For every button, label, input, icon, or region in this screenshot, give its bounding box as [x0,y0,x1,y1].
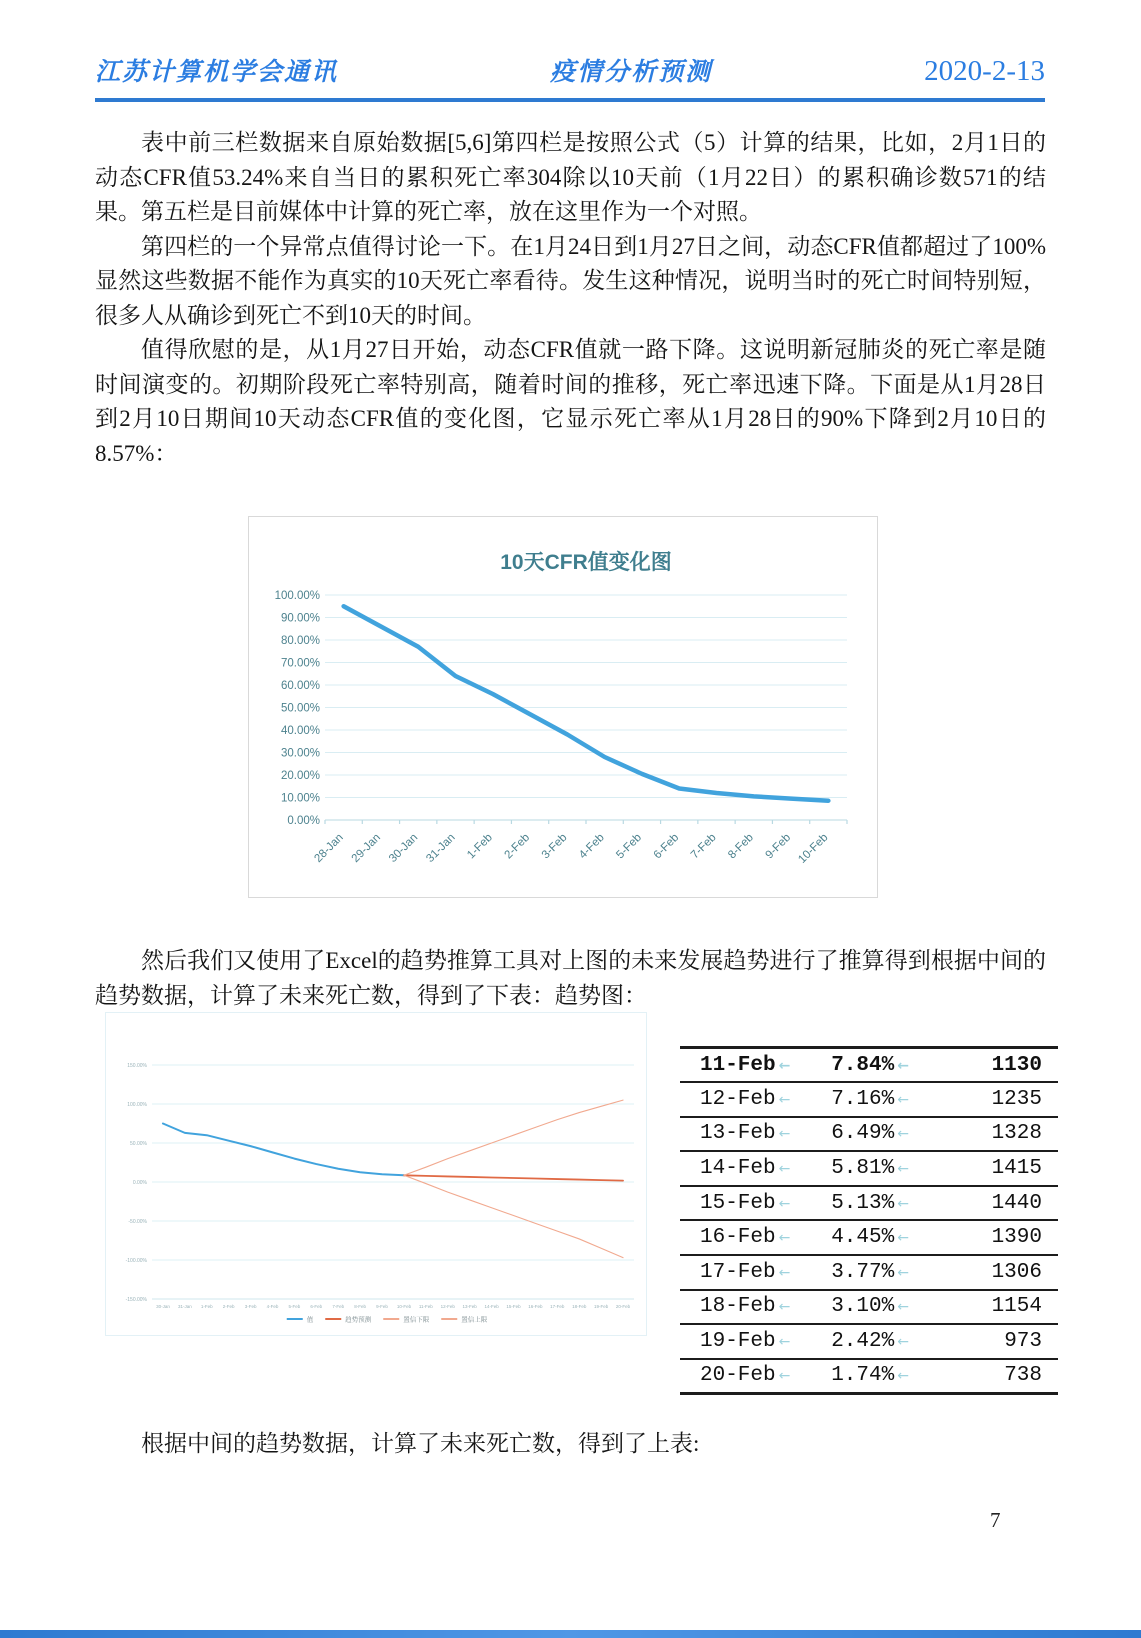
svg-text:100.00%: 100.00% [127,1101,147,1108]
table-cell: 19-Feb ← [700,1330,791,1354]
paragraph-4: 然后我们又使用了Excel的趋势推算工具对上图的未来发展趋势进行了推算得到根据中间的趋势数据，计算了未来死亡数，得到了下表：趋势图： [95,948,1046,1008]
table-row [680,1151,1058,1186]
svg-text:28-Jan: 28-Jan [312,831,346,865]
table-row [680,1290,1058,1325]
footer-bar [0,1630,1141,1638]
table-row [680,1186,1058,1221]
svg-text:150.00%: 150.00% [127,1062,147,1069]
svg-text:10-Feb: 10-Feb [796,831,831,866]
table-cell: 13-Feb ← [700,1122,791,1146]
table-cell: 16-Feb ← [700,1226,791,1250]
return-mark-icon: ← [778,1230,791,1247]
table-row [680,1359,1058,1394]
table-cell: 7.16% ← [831,1087,909,1111]
svg-text:-50.00%: -50.00% [128,1218,147,1225]
svg-text:15-Feb: 15-Feb [506,1304,521,1309]
return-mark-icon: ← [778,1161,791,1178]
table-cell: 3.77% ← [831,1260,909,1284]
return-mark-icon: ← [778,1195,791,1212]
table-cell: 1390 [991,1226,1042,1250]
return-mark-icon: ← [897,1264,909,1281]
table-row [680,1324,1058,1359]
svg-text:4-Feb: 4-Feb [266,1304,279,1309]
table-cell: 7.84% ← [831,1053,909,1077]
table-cell: 6.49% ← [831,1122,909,1146]
table-cell: 20-Feb ← [700,1364,791,1388]
svg-text:17-Feb: 17-Feb [550,1304,565,1309]
svg-text:20-Feb: 20-Feb [615,1304,631,1309]
trend-forecast-chart [105,1012,647,1336]
page-header [95,52,1045,102]
table-cell: 12-Feb ← [700,1087,791,1111]
svg-text:值: 值 [306,1316,314,1324]
svg-text:31-Jan: 31-Jan [177,1304,192,1309]
table-row [680,1117,1058,1152]
svg-text:90.00%: 90.00% [280,612,320,625]
table-cell: 1130 [991,1053,1042,1077]
table-row [680,1255,1058,1290]
table-cell: 11-Feb ← [700,1053,791,1077]
svg-text:9-Feb: 9-Feb [763,831,794,862]
svg-text:2-Feb: 2-Feb [222,1304,235,1309]
forecast-table [680,1046,1058,1395]
table-cell: 3.10% ← [831,1295,909,1319]
table-cell: 15-Feb ← [700,1191,791,1215]
return-mark-icon: ← [897,1334,909,1351]
svg-text:50.00%: 50.00% [280,702,320,715]
svg-text:18-Feb: 18-Feb [572,1304,587,1309]
svg-text:5-Feb: 5-Feb [288,1304,301,1309]
paragraph-5: 根据中间的趋势数据，计算了未来死亡数，得到了上表: [141,1431,700,1456]
svg-text:6-Feb: 6-Feb [310,1304,323,1309]
header-center-title: 疫情分析预测 [550,59,713,86]
svg-text:100.00%: 100.00% [274,590,320,603]
svg-text:14-Feb: 14-Feb [484,1304,499,1309]
svg-text:7-Feb: 7-Feb [332,1304,345,1309]
svg-text:30-Jan: 30-Jan [156,1304,170,1309]
svg-text:80.00%: 80.00% [280,635,320,648]
return-mark-icon: ← [897,1368,909,1385]
table-cell: 1440 [991,1191,1042,1215]
svg-text:10.00%: 10.00% [280,792,320,805]
table-row [680,1082,1058,1117]
svg-text:60.00%: 60.00% [280,680,320,693]
svg-text:70.00%: 70.00% [280,657,320,670]
paragraph-1: 表中前三栏数据来自原始数据[5,6]第四栏是按照公式（5）计算的结果，比如，2月1日的动态CFR值53.24%来自当日的累积死亡率304除以10天前（1月22日）的累积确诊数571的结果。第五栏是目前媒体中计算的死亡率，放在这里作为一个对照。 [95,130,1046,224]
svg-text:3-Feb: 3-Feb [244,1304,257,1309]
paragraph-2: 第四栏的一个异常点值得讨论一下。在1月24日到1月27日之间，动态CFR值都超过了100%显然这些数据不能作为真实的10天死亡率看待。发生这种情况，说明当时的死亡时间特别短，很多人从确诊到死亡不到10天的时间。 [95,233,1046,328]
svg-text:1-Feb: 1-Feb [200,1304,213,1309]
return-mark-icon: ← [897,1126,909,1143]
cfr-chart-svg [249,517,875,895]
svg-text:13-Feb: 13-Feb [462,1304,477,1309]
table-row [680,1220,1058,1255]
table-cell: 1306 [991,1260,1042,1284]
svg-text:3-Feb: 3-Feb [539,831,570,862]
svg-text:10-Feb: 10-Feb [396,1304,412,1309]
return-mark-icon: ← [897,1161,909,1178]
return-mark-icon: ← [778,1091,791,1108]
svg-text:4-Feb: 4-Feb [577,831,607,862]
table-cell: 1.74% ← [831,1364,909,1388]
table-cell: 5.81% ← [831,1157,909,1181]
svg-text:置信下限: 置信下限 [403,1316,430,1324]
table-row [680,1048,1058,1083]
svg-text:7-Feb: 7-Feb [688,831,719,862]
cfr-line-chart [248,516,878,898]
table-cell: 5.13% ← [831,1191,909,1215]
svg-text:0.00%: 0.00% [287,815,320,828]
body-text-block [95,126,1046,471]
table-cell: 1415 [991,1157,1042,1181]
header-left-title: 江苏计算机学会通讯 [95,59,339,86]
return-mark-icon: ← [778,1264,791,1281]
trend-chart-svg [106,1013,644,1333]
svg-text:16-Feb: 16-Feb [528,1304,543,1309]
svg-text:12-Feb: 12-Feb [440,1304,455,1309]
svg-text:置信上限: 置信上限 [461,1316,488,1324]
svg-text:19-Feb: 19-Feb [594,1304,609,1309]
table-cell: 738 [1004,1364,1042,1388]
svg-text:31-Jan: 31-Jan [424,831,458,865]
svg-text:20.00%: 20.00% [280,770,320,783]
svg-text:50.00%: 50.00% [130,1140,147,1147]
svg-text:2-Feb: 2-Feb [502,831,533,862]
svg-text:9-Feb: 9-Feb [376,1304,388,1309]
svg-text:-100.00%: -100.00% [125,1257,147,1264]
table-cell: 1235 [991,1087,1042,1111]
return-mark-icon: ← [897,1091,909,1108]
table-cell: 18-Feb ← [700,1295,791,1319]
svg-text:6-Feb: 6-Feb [651,831,682,862]
table-cell: 14-Feb ← [700,1157,791,1181]
return-mark-icon: ← [778,1299,791,1316]
svg-text:30.00%: 30.00% [280,747,320,760]
return-mark-icon: ← [778,1126,791,1143]
table-cell: 2.42% ← [831,1330,909,1354]
svg-text:10天CFR值变化图: 10天CFR值变化图 [500,551,672,574]
svg-text:5-Feb: 5-Feb [614,831,645,862]
table-cell: 1328 [991,1122,1042,1146]
return-mark-icon: ← [897,1230,909,1247]
body-text-block-2 [95,944,1046,1013]
return-mark-icon: ← [778,1057,791,1074]
page-number: 7 [990,1508,1001,1532]
forecast-table-grid [680,1046,1058,1395]
return-mark-icon: ← [897,1057,909,1074]
return-mark-icon: ← [897,1195,909,1212]
svg-text:1-Feb: 1-Feb [465,831,495,862]
svg-text:8-Feb: 8-Feb [354,1304,367,1309]
table-cell: 17-Feb ← [700,1260,791,1284]
svg-text:40.00%: 40.00% [280,725,320,738]
table-cell: 973 [1004,1330,1042,1354]
return-mark-icon: ← [778,1368,791,1385]
table-cell: 4.45% ← [831,1226,909,1250]
paragraph-3: 值得欣慰的是，从1月27日开始，动态CFR值就一路下降。这说明新冠肺炎的死亡率是随时间演变的。初期阶段死亡率特别高，随着时间的推移，死亡率迅速下降。下面是从1月28日到2月10日期间10天动态CFR值的变化图，它显示死亡率从1月28日的90%下降到2月10日的8.57%： [95,337,1046,466]
return-mark-icon: ← [897,1299,909,1316]
svg-text:0.00%: 0.00% [132,1179,147,1186]
header-date: 2020-2-13 [924,55,1045,87]
return-mark-icon: ← [778,1334,791,1351]
table-cell: 1154 [991,1295,1042,1319]
svg-text:-150.00%: -150.00% [125,1296,147,1303]
svg-text:8-Feb: 8-Feb [726,831,756,862]
svg-text:11-Feb: 11-Feb [418,1304,433,1309]
svg-text:29-Jan: 29-Jan [349,831,384,865]
svg-text:30-Jan: 30-Jan [386,831,421,865]
svg-text:趋势预测: 趋势预测 [345,1316,372,1324]
body-text-block-3 [95,1427,1046,1462]
